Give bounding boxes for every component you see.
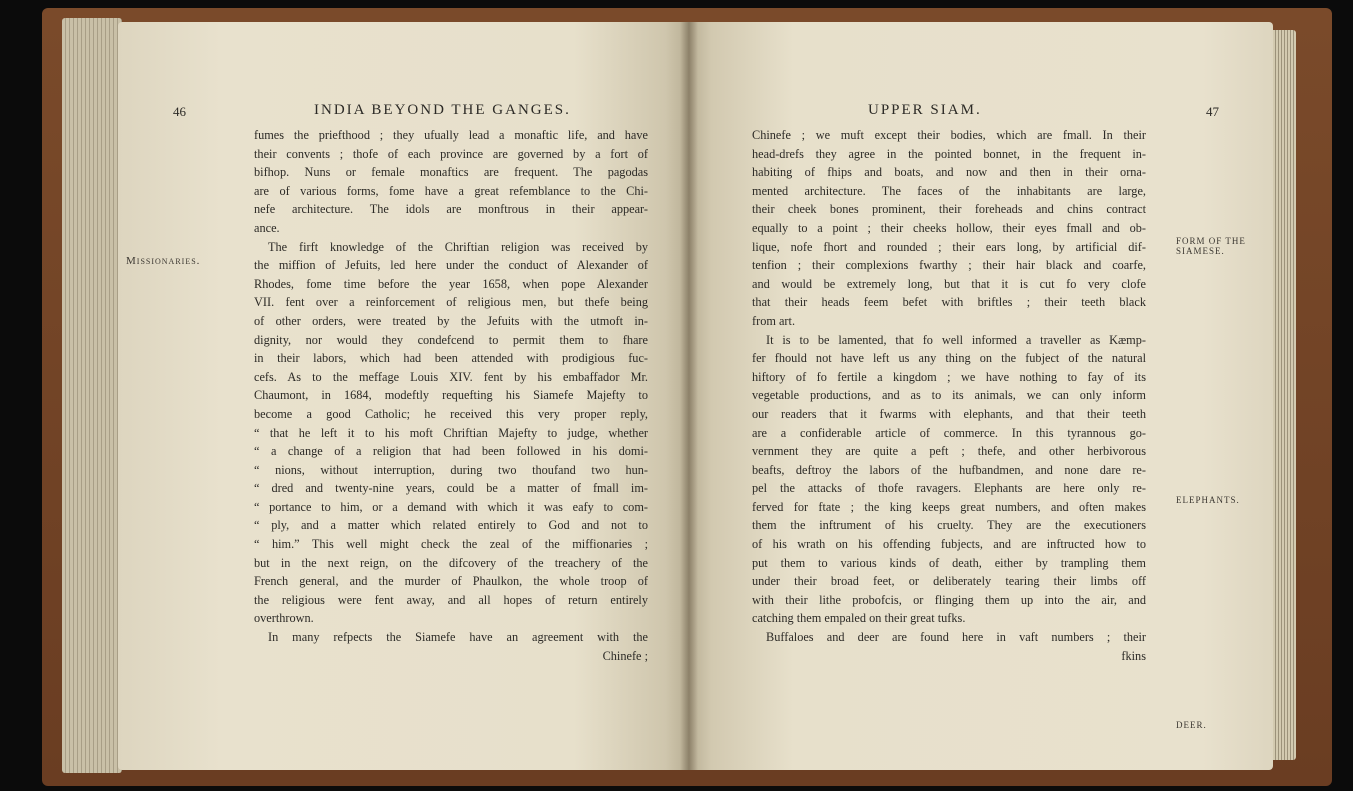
right-page xyxy=(688,22,1273,770)
text-line: and would be extremely long, but that it is cut fo very clofe xyxy=(752,276,1146,291)
text-line: our readers that it fwarms with elephants, and that their teeth xyxy=(752,406,1146,421)
text-line: the miffion of Jefuits, led here under the conduct of Alexander of xyxy=(254,258,648,273)
text-line: “ that he left it to his moft Chriftian Majefty to judge, whether xyxy=(254,425,648,440)
right-page-body xyxy=(752,126,1146,665)
text-line: catching them empaled on their great tufks. xyxy=(752,611,966,626)
right-page-header xyxy=(688,102,1273,122)
text-line: their cheek bones prominent, their foreheads and chins contract xyxy=(752,202,1146,217)
text-line: fumes the priefthood ; they ufually lead a monaftic life, and have xyxy=(254,128,648,142)
text-line: French general, and the murder of Phaulkon, the whole troop of xyxy=(254,574,648,589)
text-line: “ him.” This well might check the zeal of the miffionaries ; xyxy=(254,537,648,552)
text-line: become a good Catholic; he received this very proper reply, xyxy=(254,406,648,421)
text-line: vegetable productions, and as to its animals, we can only inform xyxy=(752,388,1146,403)
text-line: bifhop. Nuns or female monaftics are frequent. The pagodas xyxy=(254,165,648,180)
text-line: Chinefe ; we muft except their bodies, which are fmall. In their xyxy=(752,128,1146,142)
right-running-head: UPPER SIAM. xyxy=(868,102,982,118)
text-line: Buffaloes and deer are found here in vaft numbers ; their xyxy=(766,630,1146,645)
text-line: fer fhould not have left us any thing on the fubject of the natural xyxy=(752,351,1146,366)
left-running-head: INDIA BEYOND THE GANGES. xyxy=(314,102,571,118)
text-line: Chaumont, in 1684, modeftly requefting his Siamefe Majefty to xyxy=(254,388,648,403)
text-line: under their broad feet, or deliberately tearing their limbs off xyxy=(752,574,1146,589)
text-line: of his wrath on his offending fubjects, and are inftructed how to xyxy=(752,537,1146,552)
margin-note-elephants: ELEPHANTS. xyxy=(1176,495,1240,505)
text-line: “ nions, without interruption, during two thoufand two hun- xyxy=(254,462,648,477)
text-line: VII. fent over a reinforcement of religious men, but thefe being xyxy=(254,295,648,310)
text-line: vernment they are quite a peft ; thefe, and other herbivorous xyxy=(752,444,1146,459)
right-page-edges xyxy=(1270,30,1296,760)
text-line: nefe architecture. The idols are monftrous in their appear- xyxy=(254,202,648,217)
left-catchword: Chinefe ; xyxy=(602,648,648,663)
text-line: pel the attacks of thofe ravagers. Elephants are here only re- xyxy=(752,481,1146,496)
text-line: beafts, deftroy the labors of the hufbandmen, and none dare re- xyxy=(752,462,1146,477)
margin-note-form-of-the-siamese: FORM OF THE SIAMESE. xyxy=(1176,236,1246,256)
text-line: but in the next reign, on the difcovery of the treachery of the xyxy=(254,555,648,570)
text-line: that their heads feem befet with briftles ; their teeth black xyxy=(752,295,1146,310)
text-line: “ portance to him, or a demand with which it was eafy to com- xyxy=(254,499,648,514)
text-line: ferved for ftate ; the king keeps great numbers, and often makes xyxy=(752,499,1146,514)
text-line: overthrown. xyxy=(254,611,314,626)
text-line: lique, nofe fhort and rounded ; their ears long, by artificial dif- xyxy=(752,239,1146,254)
text-line: the religious were fent away, and all hopes of return entirely xyxy=(254,592,648,607)
text-line: them the inftrument of his cruelty. They are the executioners xyxy=(752,518,1146,533)
text-line: hiftory of fo fertile a kingdom ; we have nothing to fay of its xyxy=(752,369,1146,384)
text-line: their convents ; thofe of each province are governed by a fort of xyxy=(254,146,648,161)
text-line: in their labors, which had been attended with prodigious fuc- xyxy=(254,351,648,366)
left-page-body xyxy=(254,126,648,665)
text-line: are of various forms, fome have a great refemblance to the Chi- xyxy=(254,183,648,198)
text-line: of other orders, were treated by the Jefuits with the utmoft in- xyxy=(254,313,648,328)
left-page-edges xyxy=(62,18,122,773)
text-line: It is to be lamented, that fo well informed a traveller as Kæmp- xyxy=(766,332,1146,347)
text-line: dignity, nor would they condefcend to permit them to fhare xyxy=(254,332,648,347)
text-line: Rhodes, fome time before the year 1658, when pope Alexander xyxy=(254,276,648,291)
text-line: mented architecture. The faces of the inhabitants are large, xyxy=(752,183,1146,198)
text-line: The firft knowledge of the Chriftian religion was received by xyxy=(268,239,648,254)
text-line: ance. xyxy=(254,220,280,235)
text-line: “ a change of a religion that had been followed in his domi- xyxy=(254,444,648,459)
text-line: equally to a point ; their cheeks hollow, their eyes fmall and ob- xyxy=(752,220,1146,235)
book-gutter xyxy=(680,22,698,770)
margin-note-missionaries: Missionaries. xyxy=(126,255,201,267)
right-catchword: fkins xyxy=(1121,648,1146,663)
left-page xyxy=(118,22,688,770)
text-line: put them to various kinds of death, either by trampling them xyxy=(752,555,1146,570)
text-line: tenfion ; their complexions fwarthy ; their hair black and coarfe, xyxy=(752,258,1146,273)
text-line: with their lithe probofcis, or flinging them up into the air, and xyxy=(752,592,1146,607)
margin-note-deer: DEER. xyxy=(1176,720,1207,730)
text-line: “ ply, and a matter which related entirely to God and not to xyxy=(254,518,648,533)
text-line: cefs. As to the meffage Louis XIV. fent by his embaffador Mr. xyxy=(254,369,648,384)
left-page-number: 46 xyxy=(173,104,186,119)
right-page-number: 47 xyxy=(1206,104,1219,119)
text-line: are a confiderable article of commerce. In this tyrannous go- xyxy=(752,425,1146,440)
text-line: “ dred and twenty-nine years, could be a matter of fmall im- xyxy=(254,481,648,496)
text-line: habiting of fhips and boats, and now and then in their orna- xyxy=(752,165,1146,180)
text-line: In many refpects the Siamefe have an agreement with the xyxy=(268,630,648,645)
text-line: head-drefs they agree in the pointed bonnet, in the frequent in- xyxy=(752,146,1146,161)
text-line: from art. xyxy=(752,313,796,328)
left-page-header xyxy=(118,102,688,122)
